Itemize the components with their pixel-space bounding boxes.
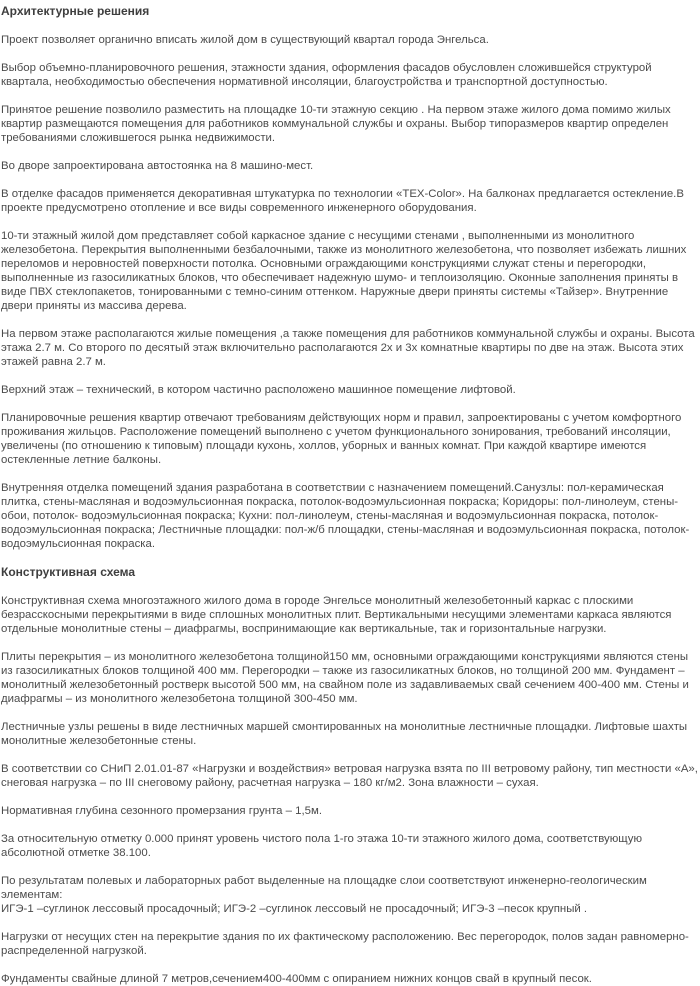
section-heading-structural-scheme: Конструктивная схема bbox=[1, 565, 135, 579]
paragraph: 10-ти этажный жилой дом представляет собой каркасное здание с несущими стенами , выполненными из монолитного железобетона. Перекрытия выполненными безбалочными, также из монолитного железобетона, что позволяет избежать лишних переломов и неровностей поверхности потолка. Основными ограждающими конструкциями служат стены и перегородки, выполненные из газосиликатных блоков, что обеспечивает надежную шумо- и теплоизоляцию. Оконные заполнения приняты в виде ПВХ стеклопакетов, тонированными с темно-синим оттенком. Наружные двери приняты системы «Тайзер». Внутренние двери приняты из массива дерева. bbox=[1, 230, 687, 312]
paragraph: Верхний этаж – технический, в котором частично расположено машинное помещение лифтовой. bbox=[1, 384, 516, 396]
paragraph: На первом этаже располагаются жилые помещения ,а также помещения для работников коммунальной службы и охраны. Высота этажа 2.7 м. Со второго по десятый этаж включительно располагаются 2х и 3х комнатные квартиры по две на этаж. Высота этих этажей равна 2.7 м. bbox=[1, 328, 695, 368]
paragraph: Нормативная глубина сезонного промерзания грунта – 1,5м. bbox=[1, 805, 323, 817]
paragraph: По результатам полевых и лабораторных работ выделенные на площадке слои соответствуют инженерно-геологическим элементам: ИГЭ-1 –суглинок лессовый просадочный; ИГЭ-2 –суглинок лессовый не просадочный; ИГЭ-3 –песок крупный . bbox=[1, 875, 647, 915]
paragraph: Нагрузки от несущих стен на перекрытие здания по их фактическому расположению. Вес перегородок, полов задан равномерно-распределенной нагрузкой. bbox=[1, 931, 689, 957]
paragraph: Проект позволяет органично вписать жилой дом в существующий квартал города Энгельса. bbox=[1, 34, 489, 46]
paragraph: Внутренняя отделка помещений здания разработана в соответствии с назначением помещений.Санузлы: пол-керамическая плитка, стены-масляная и водоэмульсионная покраска, потолок-водоэмульсионная покраска; Коридоры: пол-линолеум, стены-обои, потолок- водоэмульсионная покраска; Кухни: пол-линолеум, стены-масляная и водоэмульсионная покраска, потолок-водоэмульсионная покраска; Лестничные площадки: пол-ж/б площадки, стены-масляная и водоэмульсионная покраска, потолок-водоэмульсионная покраска. bbox=[1, 482, 690, 550]
paragraph: Плиты перекрытия – из монолитного железобетона толщиной150 мм, основными ограждающими конструкциями являются стены из газосиликатных блоков толщиной 400 мм. Перегородки – также из газосиликатных блоков, но толщиной 200 мм. Фундамент – монолитный железобетонный ростверк высотой 500 мм, на свайном поле из задавливаемых свай сечением 400-400 мм. Стены и диафрагмы – из монолитного железобетона толщиной 300-450 мм. bbox=[1, 651, 689, 705]
paragraph: Принятое решение позволило разместить на площадке 10-ти этажную секцию . На первом этаже жилого дома помимо жилых квартир размещаются помещения для работников коммунальной службы и охраны. Выбор типоразмеров квартир определен требованиями сложившегося рынка недвижимости. bbox=[1, 104, 671, 144]
paragraph: Конструктивная схема многоэтажного жилого дома в городе Энгельсе монолитный железобетонный каркас с плоскими безрасскосными перекрытиями в виде сплошных монолитных плит. Вертикальными несущими элементами каркаса являются отдельные монолитные стены – диафрагмы, воспринимающие как вертикальные, так и горизонтальные нагрузки. bbox=[1, 595, 672, 635]
paragraph: Лестничные узлы решены в виде лестничных маршей смонтированных на монолитные лестничные площадки. Лифтовые шахты монолитные железобетонные стены. bbox=[1, 721, 688, 747]
paragraph: В соответствии со СНиП 2.01.01-87 «Нагрузки и воздействия» ветровая нагрузка взята по III ветровому району, тип местности «А», снеговая нагрузка – по III снеговому району, расчетная нагрузка – 180 кг/м2. Зона влажности – сухая. bbox=[1, 763, 698, 789]
paragraph: Выбор объемно-планировочного решения, этажности здания, оформления фасадов обусловлен сложившейся структурой квартала, необходимостью обеспечения нормативной инсоляции, благоустройства и транспортной доступностью. bbox=[1, 62, 652, 88]
paragraph: В отделке фасадов применяется декоративная штукатурка по технологии «TEX-Color». На балконах предлагается остекление.В проекте предусмотрено отопление и все виды современного инженерного оборудования. bbox=[1, 188, 684, 214]
paragraph: За относительную отметку 0.000 принят уровень чистого пола 1-го этажа 10-ти этажного жилого дома, соответствующую абсолютной отметке 38.100. bbox=[1, 833, 643, 859]
paragraph: Фундаменты свайные длиной 7 метров,сечением400-400мм с опиранием нижних концов свай в крупный песок. bbox=[1, 973, 592, 985]
section-heading-architecture: Архитектурные решения bbox=[1, 4, 150, 18]
paragraph: Планировочные решения квартир отвечают требованиям действующих норм и правил, запроектированы с учетом комфортного проживания жильцов. Расположение помещений выполнено с учетом функционального зонирования, требований инсоляции, увеличены (по отношению к типовым) площади кухонь, холлов, уборных и ванных комнат. При каждой квартире имеются остекленные летние балконы. bbox=[1, 412, 682, 466]
paragraph: Во дворе запроектирована автостоянка на 8 машино-мест. bbox=[1, 160, 314, 172]
